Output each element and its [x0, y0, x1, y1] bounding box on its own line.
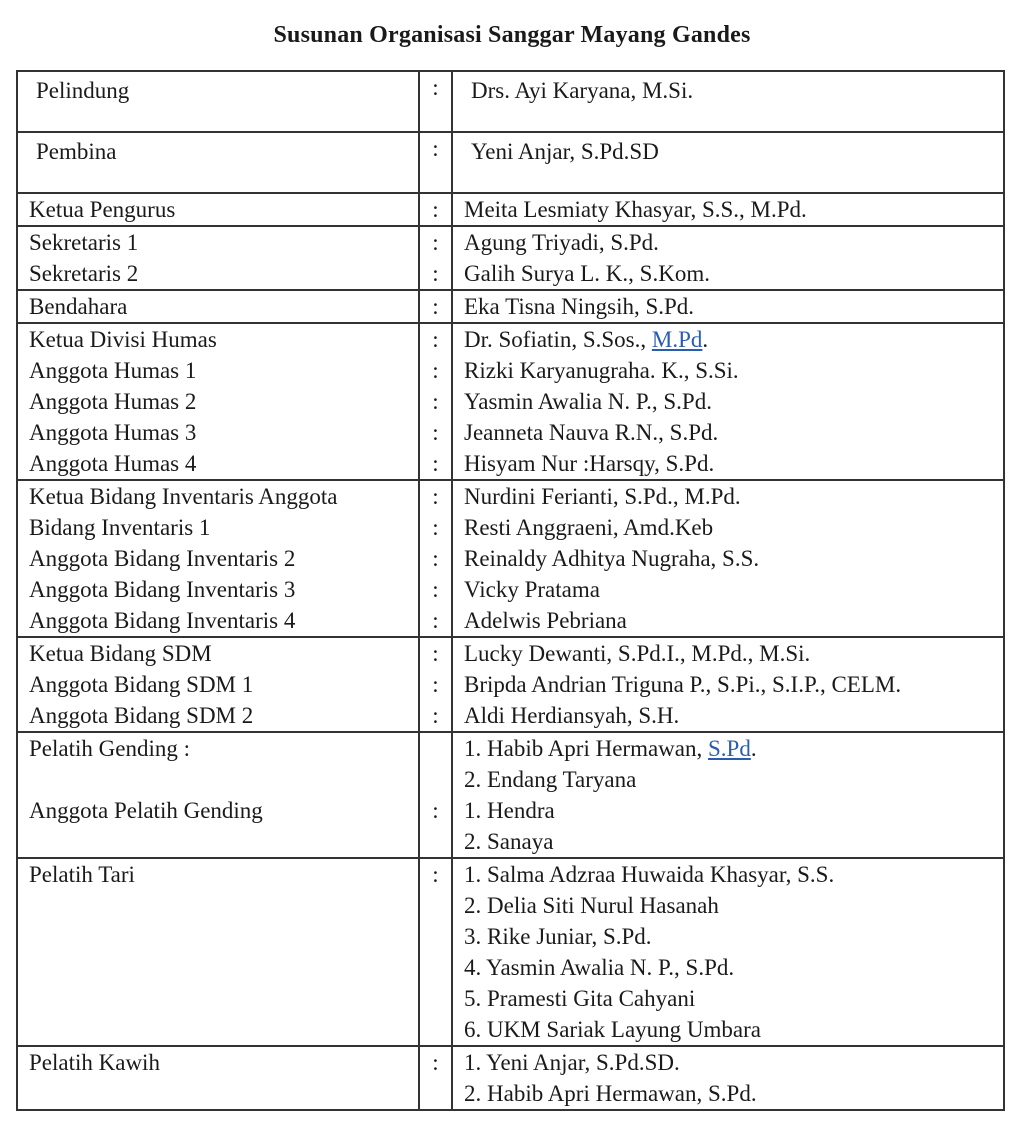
member-cell [452, 226, 1004, 290]
colon-separator: : [432, 197, 439, 222]
member-cell [452, 1046, 1004, 1110]
role-cell [17, 132, 419, 193]
organization-table [16, 70, 1005, 1111]
colon-separator: : [432, 862, 439, 887]
colon-separator: : [432, 515, 439, 540]
table-row [17, 193, 1004, 226]
member-name: Nurdini Ferianti, S.Pd., M.Pd. [464, 484, 741, 509]
member-cell [452, 323, 1004, 480]
table-row [17, 323, 1004, 480]
colon-separator [420, 764, 451, 795]
member-cell [452, 290, 1004, 323]
colon-separator [420, 826, 451, 857]
member-name: 4. Yasmin Awalia N. P., S.Pd. [464, 955, 735, 980]
table-row [17, 132, 1004, 193]
separator-cell [419, 132, 452, 193]
role-label: Anggota Bidang Inventaris 2 [29, 546, 296, 571]
member-name: Meita Lesmiaty Khasyar, S.S., M.Pd. [464, 197, 807, 222]
member-name: Resti Anggraeni, Amd.Keb [464, 515, 714, 540]
member-cell [452, 732, 1004, 858]
member-name: 2. Habib Apri Hermawan, S.Pd. [464, 1081, 757, 1106]
member-cell [452, 193, 1004, 226]
member-name: Galih Surya L. K., S.Kom. [464, 261, 710, 286]
separator-cell [419, 226, 452, 290]
colon-separator: : [432, 546, 439, 571]
member-name: 3. Rike Juniar, S.Pd. [464, 924, 652, 949]
role-label: Sekretaris 2 [29, 261, 139, 286]
role-cell [17, 323, 419, 480]
member-name: Hisyam Nur :Harsqy, S.Pd. [464, 451, 715, 476]
colon-separator [420, 733, 451, 764]
role-label: Pelatih Kawih [29, 1050, 160, 1075]
colon-separator: : [432, 261, 439, 286]
colon-separator: : [432, 294, 439, 319]
role-label: Anggota Humas 3 [29, 420, 197, 445]
separator-cell [419, 323, 452, 480]
role-label: Anggota Pelatih Gending [29, 798, 263, 823]
role-cell [17, 858, 419, 1046]
role-label: Pelindung [36, 78, 130, 103]
role-label [18, 764, 418, 795]
separator-cell [419, 290, 452, 323]
member-name: 1. Yeni Anjar, S.Pd.SD. [464, 1050, 680, 1075]
member-name: 5. Pramesti Gita Cahyani [464, 986, 696, 1011]
colon-separator: : [432, 75, 439, 100]
separator-cell [419, 480, 452, 637]
colon-separator: : [432, 577, 439, 602]
member-name: 1. Habib Apri Hermawan, S.Pd. [464, 736, 757, 761]
colon-separator: : [432, 1050, 439, 1075]
role-label: Anggota Bidang SDM 2 [29, 703, 254, 728]
role-label: Bendahara [29, 294, 128, 319]
role-label: Ketua Bidang Inventaris Anggota [29, 484, 338, 509]
role-cell [17, 226, 419, 290]
member-name: Agung Triyadi, S.Pd. [464, 230, 659, 255]
colon-separator: : [432, 136, 439, 161]
role-cell [17, 71, 419, 132]
role-label: Ketua Bidang SDM [29, 641, 212, 666]
degree-link[interactable]: M.Pd [651, 327, 703, 352]
separator-cell [419, 637, 452, 732]
member-name: Jeanneta Nauva R.N., S.Pd. [464, 420, 719, 445]
table-row [17, 732, 1004, 858]
separator-cell [419, 71, 452, 132]
member-name: Dr. Sofiatin, S.Sos., M.Pd. [464, 327, 709, 352]
colon-separator: : [432, 451, 439, 476]
member-cell [452, 480, 1004, 637]
colon-separator: : [432, 484, 439, 509]
role-label: Anggota Bidang SDM 1 [29, 672, 254, 697]
member-cell [452, 132, 1004, 193]
table-row [17, 290, 1004, 323]
role-label: Anggota Humas 1 [29, 358, 197, 383]
member-name: Rizki Karyanugraha. K., S.Si. [464, 358, 739, 383]
member-cell [452, 71, 1004, 132]
member-name: 6. UKM Sariak Layung Umbara [464, 1017, 762, 1042]
role-label: Bidang Inventaris 1 [29, 515, 211, 540]
table-row [17, 480, 1004, 637]
role-label: Anggota Bidang Inventaris 3 [29, 577, 296, 602]
table-row [17, 226, 1004, 290]
role-cell [17, 480, 419, 637]
role-cell [17, 1046, 419, 1110]
role-label: Pelatih Tari [29, 862, 135, 887]
role-label: Pelatih Gending : [29, 736, 190, 761]
colon-separator: : [432, 420, 439, 445]
separator-cell [419, 1046, 452, 1110]
member-name: Vicky Pratama [464, 577, 600, 602]
table-row [17, 1046, 1004, 1110]
member-cell [452, 637, 1004, 732]
role-cell [17, 732, 419, 858]
colon-separator: : [432, 230, 439, 255]
separator-cell [419, 732, 452, 858]
member-name: 2. Sanaya [464, 829, 554, 854]
table-row [17, 858, 1004, 1046]
role-label: Pembina [36, 139, 117, 164]
role-cell [17, 637, 419, 732]
separator-cell [419, 858, 452, 1046]
colon-separator: : [432, 608, 439, 633]
role-label: Sekretaris 1 [29, 230, 139, 255]
role-label: Anggota Humas 4 [29, 451, 197, 476]
member-cell [452, 858, 1004, 1046]
role-label: Anggota Bidang Inventaris 4 [29, 608, 296, 633]
colon-separator: : [432, 703, 439, 728]
role-label: Anggota Humas 2 [29, 389, 197, 414]
member-name: Aldi Herdiansyah, S.H. [464, 703, 680, 728]
member-name: 1. Hendra [464, 798, 555, 823]
member-name: 2. Delia Siti Nurul Hasanah [464, 893, 719, 918]
role-label: Ketua Divisi Humas [29, 327, 217, 352]
member-name: 1. Salma Adzraa Huwaida Khasyar, S.S. [464, 862, 835, 887]
role-cell [17, 193, 419, 226]
member-name: Yasmin Awalia N. P., S.Pd. [464, 389, 712, 414]
colon-separator: : [432, 327, 439, 352]
role-label: Ketua Pengurus [29, 197, 176, 222]
degree-link[interactable]: S.Pd [708, 736, 751, 761]
member-name: Eka Tisna Ningsih, S.Pd. [464, 294, 695, 319]
role-cell [17, 290, 419, 323]
member-name: Yeni Anjar, S.Pd.SD [471, 139, 659, 164]
member-name: Adelwis Pebriana [464, 608, 627, 633]
colon-separator: : [432, 672, 439, 697]
member-name: 2. Endang Taryana [464, 767, 637, 792]
colon-separator: : [432, 798, 439, 823]
member-name: Lucky Dewanti, S.Pd.I., M.Pd., M.Si. [464, 641, 811, 666]
member-name: Reinaldy Adhitya Nugraha, S.S. [464, 546, 760, 571]
table-row [17, 637, 1004, 732]
colon-separator: : [432, 358, 439, 383]
table-row [17, 71, 1004, 132]
colon-separator: : [432, 389, 439, 414]
role-label [18, 826, 418, 857]
member-name: Bripda Andrian Triguna P., S.Pi., S.I.P., CELM. [464, 672, 902, 697]
colon-separator: : [432, 641, 439, 666]
page-title: Susunan Organisasi Sanggar Mayang Gandes [273, 22, 751, 48]
separator-cell [419, 193, 452, 226]
member-name: Drs. Ayi Karyana, M.Si. [471, 78, 694, 103]
